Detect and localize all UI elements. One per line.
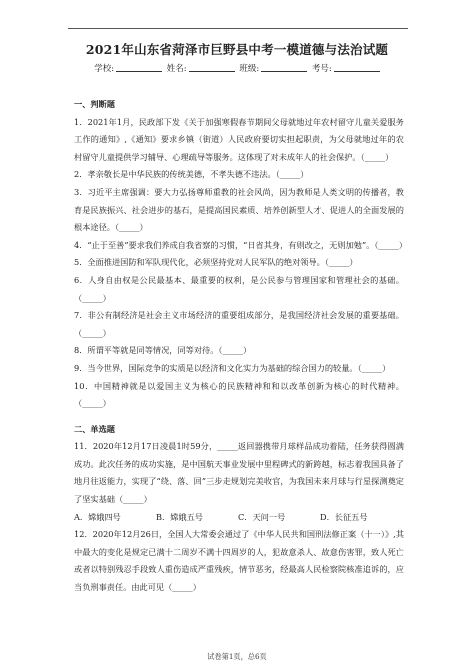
top-rule — [68, 28, 408, 29]
school-label: 学校: — [94, 64, 115, 74]
school-blank — [116, 63, 162, 72]
question-11-options — [74, 509, 404, 527]
question-12: 12．2020年12月26日，全国人大常委会通过了《中华人民共和国刑法修正案（十一）》,其中最大的变化是规定已满十二周岁不满十四周岁的人，犯故意杀人、故意伤害罪，致人死亡或者以特别残忍手段致人重伤造成严重残疾，情节恶劣，经最高人民检察院核准追诉的，应当负刑事责任。由此可见（_____） — [74, 529, 404, 593]
section-heading-judgment: 一、判断题 — [74, 99, 115, 109]
question-1: 1．2021年1月，民政部下发《关于加强寒假春节期间父母就地过年农村留守儿童关爱服务工作的通知》,《通知》要求乡镇（街道）人民政府要切实担起职责，为父母就地过年的农村留守儿童提供学习辅导、心理疏导等服务。这体现了对未成年人的社会保护。（_____） — [74, 116, 404, 162]
name-label: 姓名: — [166, 64, 187, 74]
option-c: C．天问一号 — [238, 511, 286, 522]
question-2: 2．孝亲敬长是中华民族的传统美德，不孝失德不违法。（_____） — [74, 169, 309, 180]
question-7: 7．非公有制经济是社会主义市场经济的重要组成部分，是我国经济社会发展的重要基础。（_____） — [74, 310, 404, 338]
exam-content — [74, 96, 408, 597]
question-4: 4．“止于至善”要求我们养成自我省察的习惯，“日省其身，有则改之，无则加勉”。（_____） — [74, 239, 408, 250]
question-10: 10．中国精神就是以爱国主义为核心的民族精神和和以改革创新为核心的时代精神。（_____） — [74, 380, 404, 409]
section-heading-single-choice: 二、单选题 — [74, 423, 115, 434]
option-d: D．长征五号 — [320, 511, 368, 522]
class-label: 班级: — [239, 64, 260, 74]
page-footer: 试卷第1页，总6页 — [207, 652, 267, 661]
option-b: B．嫦娥五号 — [156, 511, 203, 522]
exam-number-label: 考号: — [311, 64, 332, 74]
question-9: 9．当今世界，国际竞争的实质是以经济和文化实力为基础的综合国力的较量。（_____） — [74, 362, 391, 373]
exam-number-blank — [334, 63, 380, 72]
question-3: 3．习近平主席强调：要大力弘扬尊师重教的社会风尚，因为教师是人类文明的传播者，教育是民族振兴、社会进步的基石，是提高国民素质、培养创新型人才、促进人的全面发展的根本途径。（_____） — [74, 186, 404, 233]
question-6: 6．人身自由权是公民最基本、最重要的权利，是公民参与管理国家和管理社会的基础。（_____） — [74, 274, 404, 303]
page-title: 2021年山东省菏泽市巨野县中考一模道德与法治试题 — [85, 42, 389, 57]
class-blank — [261, 63, 307, 72]
question-11: 11．2020年12月17日凌晨1时59分，_____返回器携带月球样品成功着陆，任务获得圆满成功。此次任务的成功实施，是中国航天事业发展中里程碑式的新跨越，标志着我国具备了地月往返能力，实现了“绕、落、回”三步走规划完美收官，为我国未来月球与行星探测奠定了坚实基础（_____） — [74, 441, 404, 505]
student-info-row — [0, 62, 474, 74]
question-8: 8．所谓平等就是同等情况，同等对待。（_____） — [74, 345, 252, 356]
option-a: A．嫦娥四号 — [74, 511, 121, 522]
question-5: 5．全面推进国防和军队现代化，必须坚持党对人民军队的绝对领导。（_____） — [74, 257, 358, 268]
name-blank — [189, 63, 235, 72]
